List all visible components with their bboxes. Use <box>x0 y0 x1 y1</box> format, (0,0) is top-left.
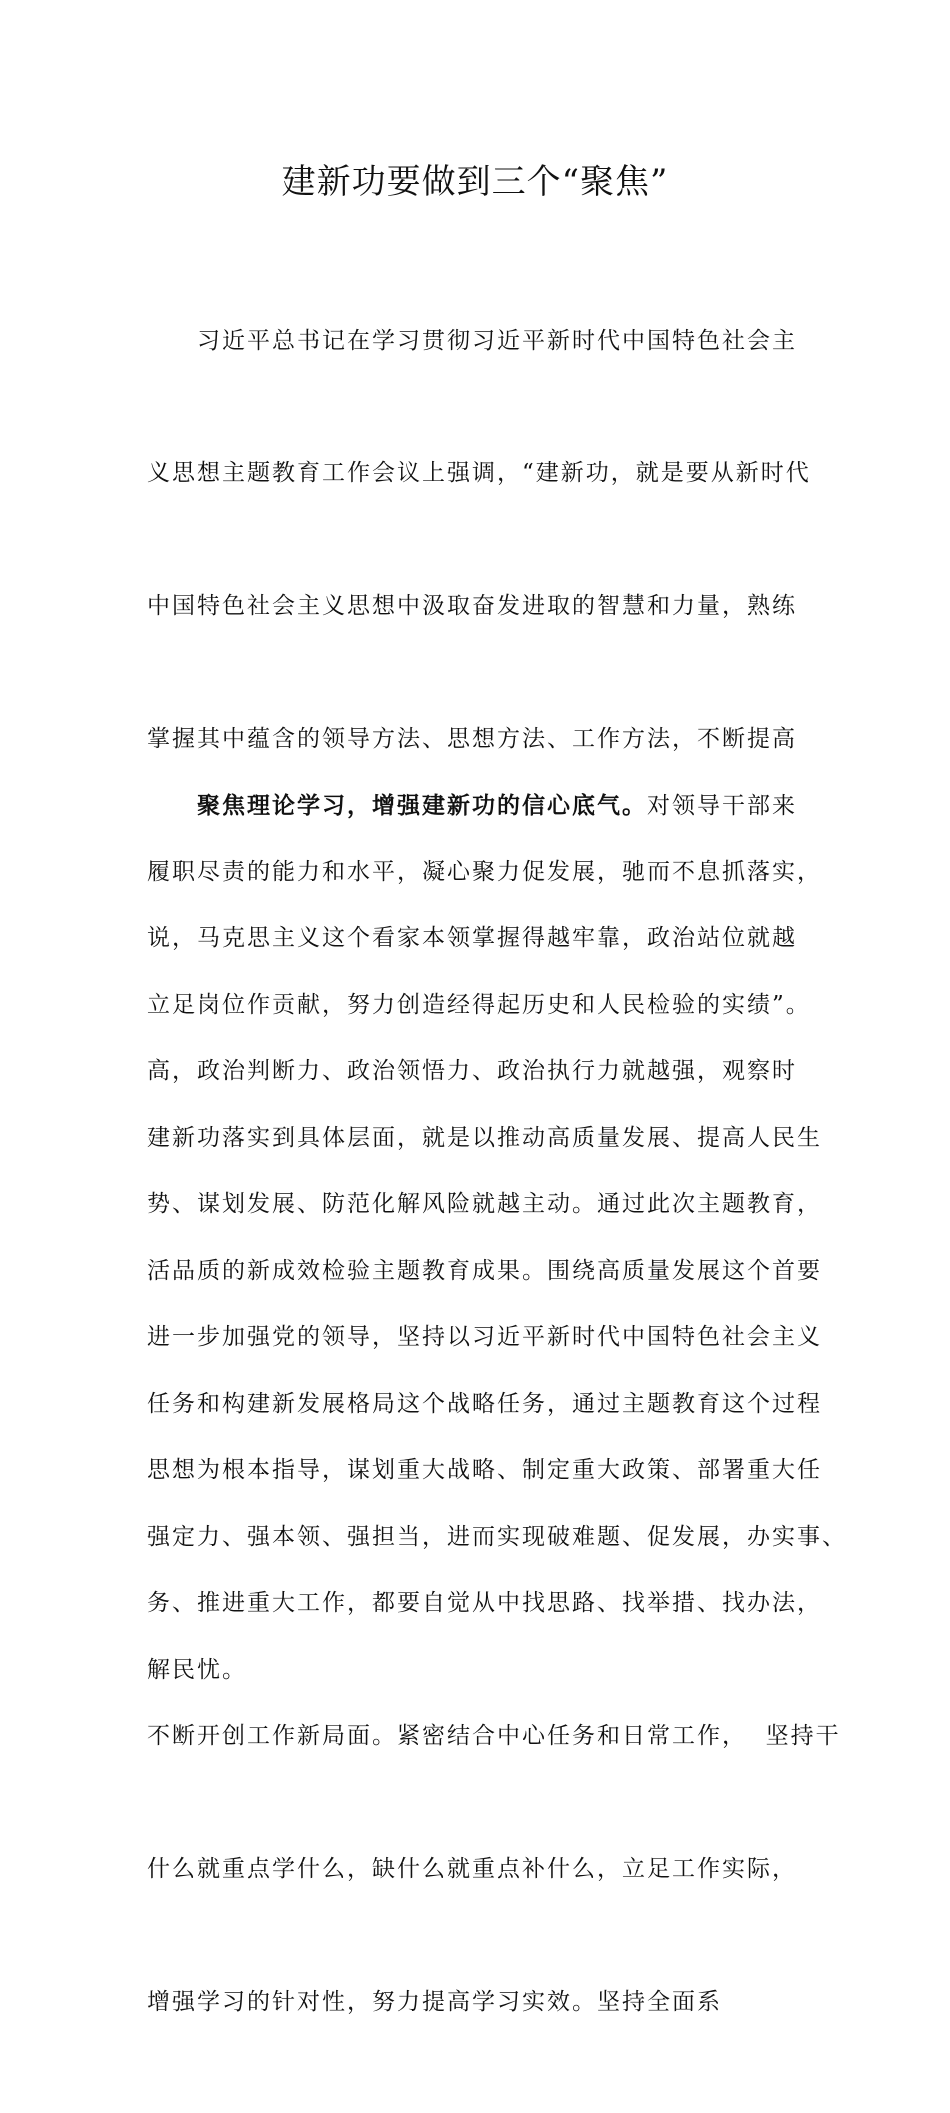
paragraph-line: 势、谋划发展、防范化解风险就越主动。通过此次主题教育， <box>147 1191 822 1218</box>
paragraph-line: 高，政治判断力、政治领悟力、政治执行力就越强，观察时 <box>147 1058 797 1085</box>
paragraph-line: 思想为根本指导，谋划重大战略、制定重大政策、部署重大任 <box>147 1457 822 1484</box>
paragraph-line: 掌握其中蕴含的领导方法、思想方法、工作方法，不断提高 <box>147 726 797 753</box>
paragraph-line: 不断开创工作新局面。紧密结合中心任务和日常工作， 坚持干 <box>147 1722 841 1749</box>
paragraph-first-line <box>147 784 827 828</box>
paragraph-line: 建新功落实到具体层面，就是以推动高质量发展、提高人民生 <box>147 1124 822 1151</box>
paragraph-line: 义思想主题教育工作会议上强调，“建新功，就是要从新时代 <box>147 460 811 487</box>
paragraph-line: 进一步加强党的领导，坚持以习近平新时代中国特色社会主义 <box>147 1324 822 1351</box>
heading-indent <box>147 793 197 819</box>
paragraph-line: 立足岗位作贡献，努力创造经得起历史和人民检验的实绩”。 <box>147 992 811 1019</box>
paragraph-line: 履职尽责的能力和水平，凝心聚力促发展，驰而不息抓落实， <box>147 859 822 886</box>
paragraph-line: 务、推进重大工作，都要自觉从中找思路、找举措、找办法， <box>147 1589 822 1616</box>
section-heading: 聚焦理论学习，增强建新功的信心底气。 <box>197 791 647 819</box>
paragraph-line: 强定力、强本领、强担当，进而实现破难题、促发展，办实事、 <box>147 1523 847 1550</box>
paragraph-line: 中国特色社会主义思想中汲取奋发进取的智慧和力量，熟练 <box>147 593 797 620</box>
paragraph-line: 解民忧。 <box>147 1656 247 1683</box>
document-title: 建新功要做到三个“聚焦” <box>281 162 669 202</box>
paragraph-line: 什么就重点学什么，缺什么就重点补什么，立足工作实际， <box>147 1855 797 1882</box>
paragraph-line-rest: 对领导干部来 <box>647 792 797 819</box>
paragraph-line: 说，马克思主义这个看家本领掌握得越牢靠，政治站位就越 <box>147 925 797 952</box>
paragraph-theory-study <box>147 695 847 2113</box>
paragraph-line: 任务和构建新发展格局这个战略任务，通过主题教育这个过程 <box>147 1390 822 1417</box>
paragraph-line: 习近平总书记在学习贯彻习近平新时代中国特色社会主 <box>147 327 797 354</box>
paragraph-line: 活品质的新成效检验主题教育成果。围绕高质量发展这个首要 <box>147 1257 822 1284</box>
paragraph-line: 增强学习的针对性，努力提高学习实效。坚持全面系 <box>147 1988 722 2015</box>
